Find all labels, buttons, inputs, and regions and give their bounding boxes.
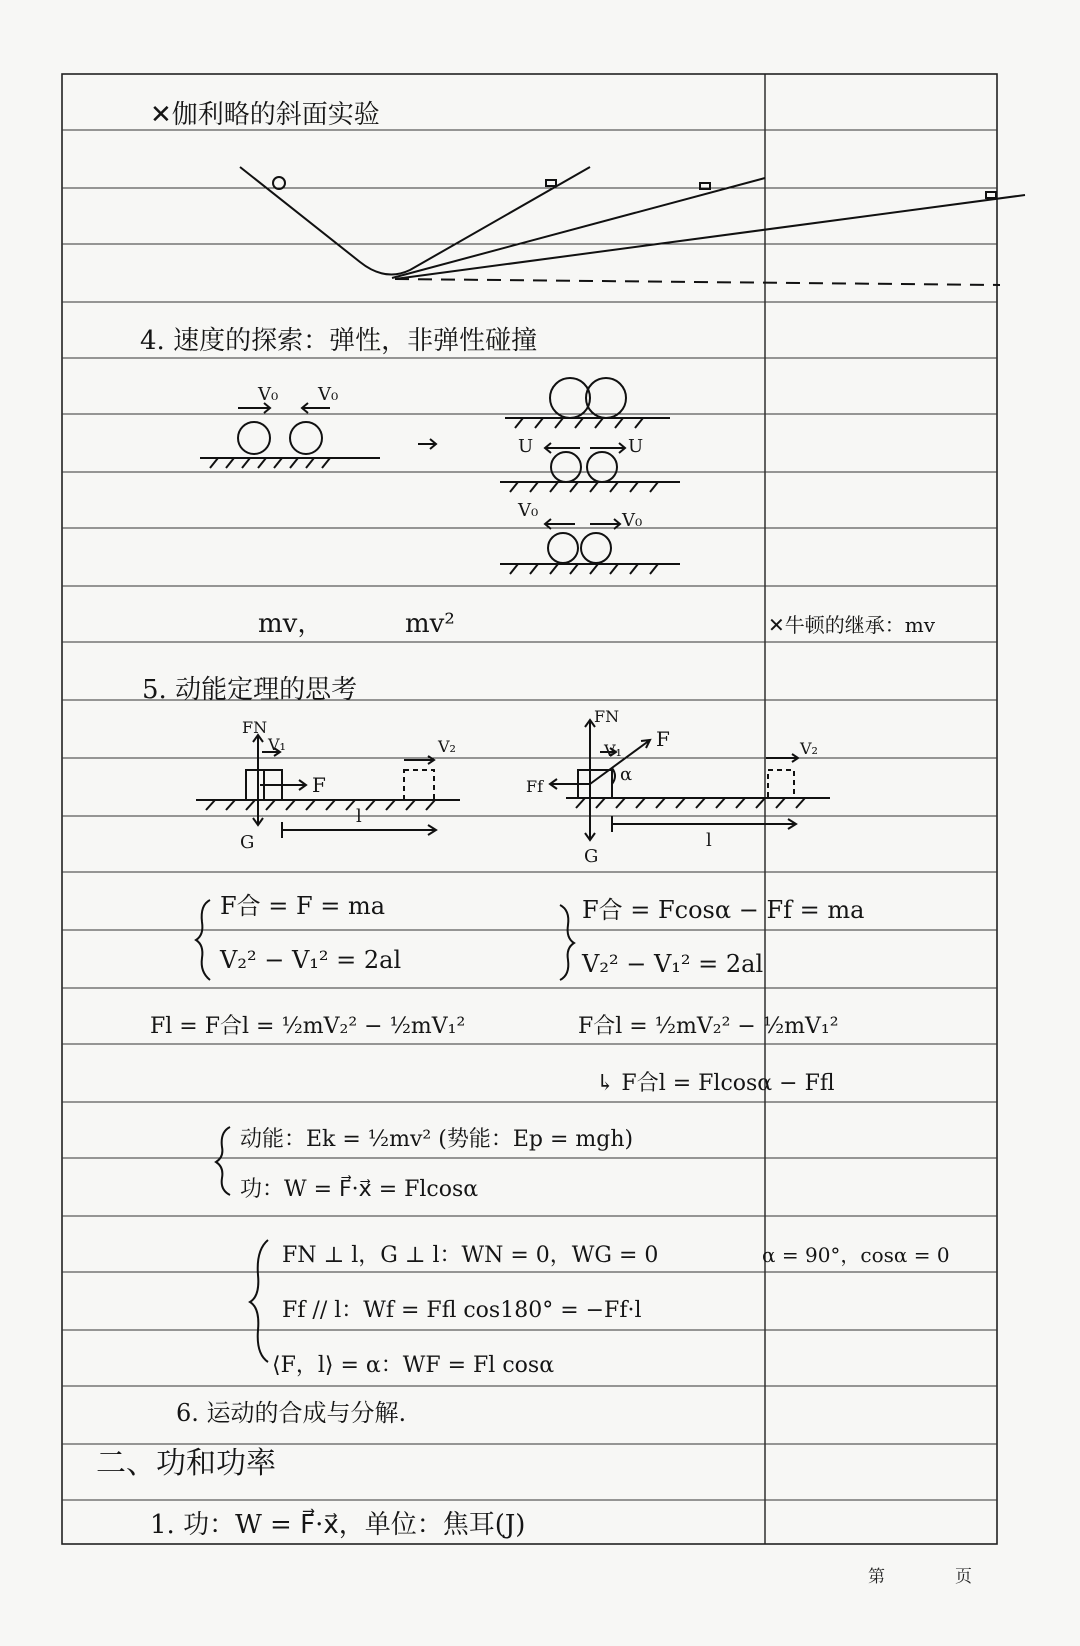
galileo-heading: ✕伽利略的斜面实验 xyxy=(150,100,380,130)
momentum-note: mv， xyxy=(258,609,324,639)
equation-9: 功：W = F⃗·x⃗ = Flcosα xyxy=(240,1177,479,1202)
collision-sketches xyxy=(200,378,680,574)
d1-l-label: l xyxy=(356,806,362,827)
u-right-label: U xyxy=(628,436,644,457)
d2-fn-label: FN xyxy=(594,707,620,726)
equation-7: ↳ F合l = Flcosα − Ffl xyxy=(596,1071,835,1096)
d2-l-label: l xyxy=(706,830,712,851)
equation-10: FN ⊥ l，G ⊥ l：WN = 0，WG = 0 xyxy=(282,1243,659,1268)
collision-heading: 4. 速度的探索：弹性，非弹性碰撞 xyxy=(140,326,538,356)
incline-experiment-sketch xyxy=(240,167,1025,285)
equation-4: V₂² − V₁² = 2al xyxy=(582,950,764,978)
equation-5: Fl = F合l = ½mV₂² − ½mV₁² xyxy=(150,1014,466,1039)
footer-page-prefix: 第 xyxy=(868,1567,885,1587)
equation-3: F合 = Fcosα − Ff = ma xyxy=(582,896,865,924)
footer-page-suffix: 页 xyxy=(955,1567,972,1587)
equation-10b: α = 90°，cosα = 0 xyxy=(762,1243,950,1267)
equation-12: ⟨F，l⟩ = α：WF = Fl cosα xyxy=(272,1353,555,1378)
kinetic-note: mv² xyxy=(405,609,455,639)
d1-v2-label: V₂ xyxy=(438,737,456,756)
v0-left-label: V₀ xyxy=(258,384,279,405)
d2-f-label: F xyxy=(656,727,670,751)
equation-11: Ff // l：Wf = Ffl cos180° = −Ff·l xyxy=(282,1298,642,1323)
d2-v2-label: V₂ xyxy=(800,739,818,758)
d1-f-label: F xyxy=(312,773,326,797)
force-diagrams xyxy=(196,720,830,840)
margin-note: ✕牛顿的继承：mv xyxy=(768,613,936,637)
equation-2: V₂² − V₁² = 2al xyxy=(220,946,402,974)
work-energy-heading: 5. 动能定理的思考 xyxy=(142,675,358,705)
d1-fn-label: FN xyxy=(242,718,268,737)
section-6-heading: 6. 运动的合成与分解. xyxy=(176,1399,407,1427)
equation-1: F合 = F = ma xyxy=(220,892,386,920)
u-left-label: U xyxy=(518,436,534,457)
v0-b-left-label: V₀ xyxy=(518,500,539,521)
chapter-2-heading: 二、功和功率 xyxy=(96,1446,276,1481)
d2-v1-label: V₁ xyxy=(604,741,622,760)
d1-v1-label: V₁ xyxy=(268,735,286,754)
v0-right-label: V₀ xyxy=(318,384,339,405)
page-frame xyxy=(62,74,997,1544)
d1-g-label: G xyxy=(240,832,255,853)
equation-8: 动能：Ek = ½mv² (势能：Ep = mgh) xyxy=(240,1127,634,1152)
d2-g-label: G xyxy=(584,846,599,867)
equation-6: F合l = ½mV₂² − ½mV₁² xyxy=(578,1014,839,1039)
handwritten-text xyxy=(96,100,950,1540)
d2-alpha-label: α xyxy=(620,764,633,785)
d2-ff-label: Ff xyxy=(526,777,544,796)
work-definition: 1. 功：W = F⃗·x⃗，单位：焦耳(J) xyxy=(150,1510,526,1540)
v0-b-right-label: V₀ xyxy=(622,510,643,531)
